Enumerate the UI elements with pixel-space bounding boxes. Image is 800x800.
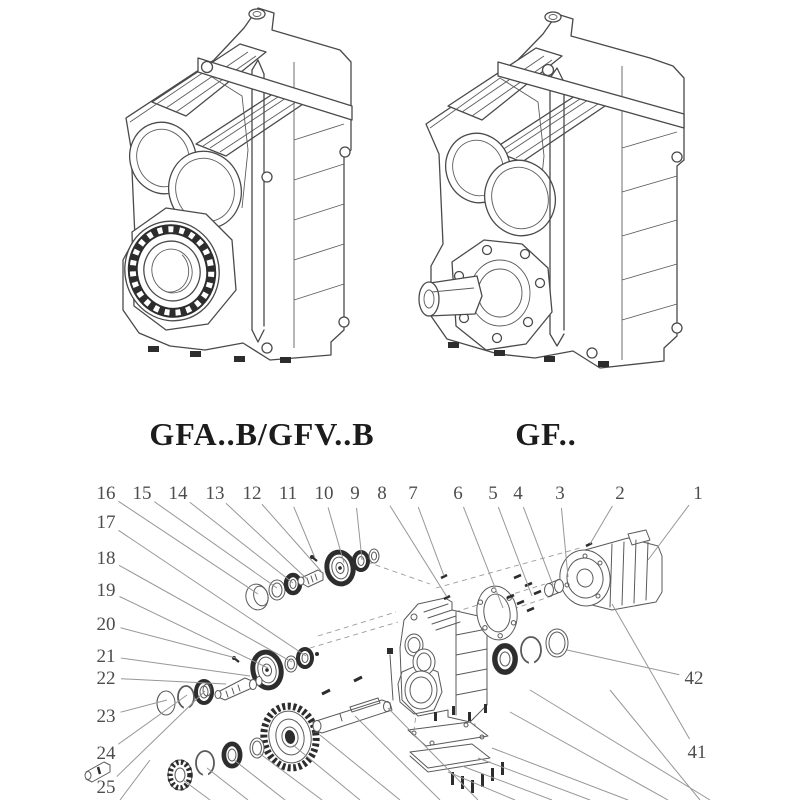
callout-number-4: 4: [513, 483, 523, 504]
part-gasket: [408, 722, 488, 746]
callout-leader-1: [648, 505, 689, 560]
callout-number-6: 6: [453, 483, 463, 504]
callout-number-21: 21: [96, 646, 116, 667]
part-motor: [556, 530, 662, 610]
callout-leader-25: [117, 691, 205, 777]
callout-number-13: 13: [205, 483, 225, 504]
part-upper-shaft-assembly: [243, 549, 379, 612]
cutoff-leader-1: [207, 768, 248, 800]
callout-leader-23: [121, 700, 167, 712]
caption-right: GF..: [515, 416, 577, 452]
callout-number-19: 19: [96, 580, 116, 601]
callout-leader-8: [390, 506, 447, 597]
cutoff-leader-14: [610, 690, 700, 800]
callout-number-22: 22: [96, 668, 116, 689]
cutoff-leader-5: [320, 735, 400, 800]
callout-number-10: 10: [314, 483, 334, 504]
callout-leader-20: [121, 628, 236, 658]
cutoff-leader-11: [492, 748, 628, 800]
callout-number-1: 1: [693, 483, 703, 504]
callout-leader-2: [590, 506, 612, 544]
callout-leader-22: [121, 679, 226, 684]
callout-number-7: 7: [408, 483, 418, 504]
callout-number-15: 15: [132, 483, 152, 504]
callout-leader-12: [262, 504, 321, 571]
callout-number-14: 14: [168, 483, 188, 504]
cutoff-leader-12: [510, 712, 668, 800]
callout-leader-21: [121, 658, 250, 676]
callout-number-42: 42: [684, 668, 704, 689]
part-coupling: [545, 580, 564, 597]
callout-number-16: 16: [96, 483, 116, 504]
callout-leader-41: [612, 604, 690, 739]
callout-number-3: 3: [555, 483, 565, 504]
callout-number-9: 9: [350, 483, 360, 504]
cutoff-leader-15: [120, 760, 150, 800]
callout-number-11: 11: [278, 483, 298, 504]
output-shaft: [419, 276, 482, 316]
callout-number-41: 41: [687, 742, 707, 763]
cutoff-leader-13: [530, 690, 710, 800]
callout-number-18: 18: [96, 548, 116, 569]
callout-number-20: 20: [96, 614, 116, 635]
callout-leader-4: [523, 507, 553, 585]
callout-number-23: 23: [96, 706, 116, 727]
callout-number-12: 12: [242, 483, 262, 504]
callout-leader-5: [498, 507, 532, 596]
caption-left: GFA..B/GFV..B: [149, 416, 375, 452]
callout-leader-14: [190, 502, 293, 583]
callout-number-25: 25: [96, 777, 116, 798]
figure-gfab-drawing: [114, 8, 352, 363]
callout-number-17: 17: [96, 512, 116, 533]
cutoff-leader-0: [183, 780, 210, 800]
callout-number-24: 24: [96, 743, 116, 764]
callout-leader-7: [418, 507, 444, 576]
exploded-diagram: [85, 483, 710, 800]
callout-leader-42: [567, 650, 679, 675]
callout-number-8: 8: [377, 483, 387, 504]
callout-leader-15: [154, 502, 277, 588]
callout-leader-16: [118, 501, 258, 594]
callout-number-2: 2: [615, 483, 625, 504]
part-housing: [387, 598, 487, 722]
callout-number-5: 5: [488, 483, 498, 504]
callout-leader-24: [118, 695, 187, 744]
callout-leader-11: [294, 507, 315, 558]
cutoff-leader-4: [293, 745, 360, 800]
figure-gf-drawing: [419, 12, 684, 368]
